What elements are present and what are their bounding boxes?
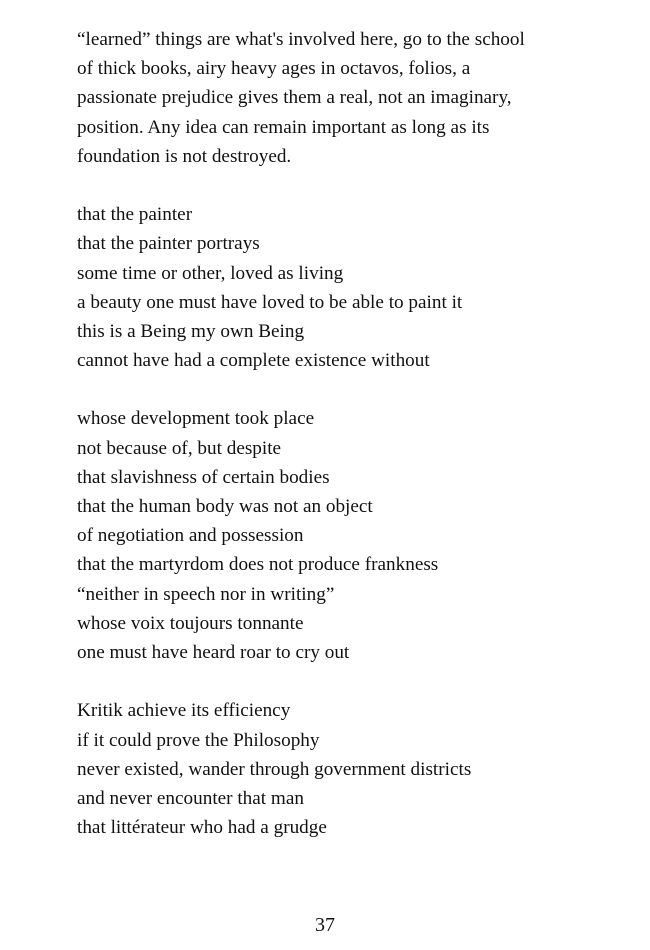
stanza-gap [77, 375, 637, 404]
text-line: of thick books, airy heavy ages in octavos, folios, a [77, 58, 471, 80]
poem-line: that the painter [77, 204, 193, 226]
poem-line: some time or other, loved as living [77, 262, 344, 284]
poem-line: never existed, wander through government districts [77, 758, 472, 780]
stanza-gap [77, 667, 637, 696]
poem-stanza-1 [77, 200, 637, 375]
poem-line: whose development took place [77, 408, 315, 430]
text-line: position. Any idea can remain important as long as its [77, 116, 490, 138]
poem-stanza-2 [77, 404, 637, 667]
poem-line: that the painter portrays [77, 233, 260, 255]
prose-paragraph [77, 25, 637, 171]
body-text [77, 25, 637, 842]
poem-line: that the martyrdom does not produce frankness [77, 554, 439, 576]
poem-line: one must have heard roar to cry out [77, 641, 350, 663]
poem-line: a beauty one must have loved to be able to paint it [77, 291, 463, 313]
poem-line: whose voix toujours tonnante [77, 612, 304, 634]
poem-line: this is a Being my own Being [77, 320, 305, 342]
poem-line: and never encounter that man [77, 787, 304, 809]
poem-line: Kritik achieve its efficiency [77, 700, 291, 722]
page-number: 37 [315, 914, 335, 936]
poem-line: cannot have had a complete existence without [77, 350, 430, 372]
text-line: “learned” things are what's involved here, go to the school [77, 29, 525, 50]
poem-line: “neither in speech nor in writing” [77, 583, 335, 605]
text-line: foundation is not destroyed. [77, 145, 292, 167]
poem-line: not because of, but despite [77, 437, 282, 459]
poem-line: that the human body was not an object [77, 496, 373, 517]
stanza-gap [77, 171, 637, 200]
text-line: passionate prejudice gives them a real, not an imaginary, [77, 87, 512, 109]
poem-line: if it could prove the Philosophy [77, 729, 320, 751]
poem-line: of negotiation and possession [77, 525, 304, 547]
poem-line: that littérateur who had a grudge [77, 817, 327, 839]
poem-line: that slavishness of certain bodies [77, 466, 330, 488]
poem-stanza-3 [77, 696, 637, 842]
